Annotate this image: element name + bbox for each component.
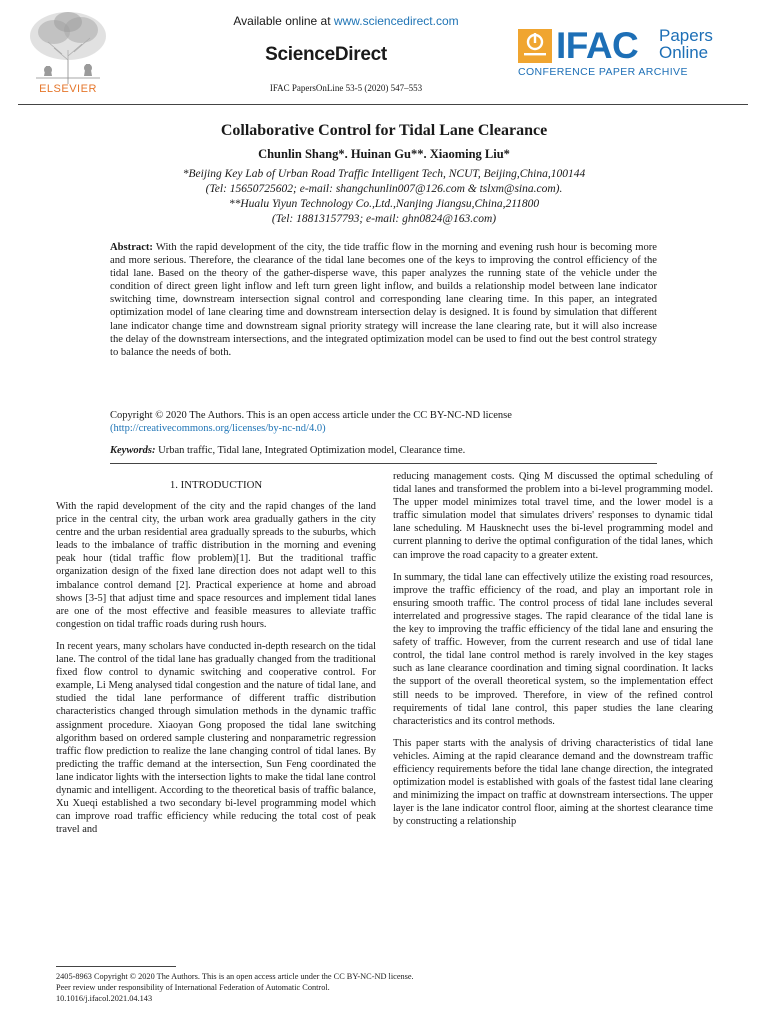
sciencedirect-link[interactable]: www.sciencedirect.com <box>333 14 459 28</box>
ifac-papers-word: Papers <box>659 26 713 45</box>
keywords-label: Keywords: <box>110 445 156 456</box>
sciencedirect-brand: ScienceDirect <box>265 44 387 65</box>
abstract-label: Abstract: <box>110 242 153 253</box>
footer-divider <box>56 966 176 967</box>
header-divider <box>18 104 748 105</box>
ifac-wordmark: IFAC <box>556 25 639 66</box>
right-column <box>393 470 713 837</box>
affiliation-line: **Hualu Yiyun Technology Co.,Ltd.,Nanjing Jiangsu,China,211800 <box>228 198 540 210</box>
abstract-text: With the rapid development of the city, the tide traffic flow in the morning and evening rush hour is becoming more and more serious. Therefore, the clearance of the tidal lane becomes one of the keys to improving the control efficiency of the tidal lane. Based on the theory of the gather-disperse wave, this paper analyzes the running state of the vehicle under the condition of direct green light inflow and left turn green light inflow, and builds a relationship model between lane indicator switching time, downstream intersection signal control and corresponding lane clearing time. In this paper, an integrated optimization model of lane clearing time and downstream intersection delay is designed. It is found by simulation that different lane indicator change time and downstream signal priority strategy will increase the lane clearing rate, but it will also increase the delay of the downstream intersections, and the integrated optimization model can be used to find out the best control strategy to balance the needs of both. <box>110 242 657 358</box>
ifac-tagline: CONFERENCE PAPER ARCHIVE <box>518 66 688 78</box>
copyright-block <box>110 409 657 435</box>
license-link[interactable]: (http://creativecommons.org/licenses/by-nc-nd/4.0) <box>110 423 326 434</box>
abstract-divider <box>110 463 657 464</box>
left-column <box>56 500 376 845</box>
copyright-text: Copyright © 2020 The Authors. This is an open access article under the CC BY-NC-ND license <box>110 410 512 421</box>
elsevier-wordmark: ELSEVIER <box>39 83 97 95</box>
body-paragraph: With the rapid development of the city and the rapid changes of the land price in the central city, the urban work area gradually gathers in the city centre and the urban residential area gradually spreads to the suburbs, which leads to the imbalance of traffic distribution in the morning and evening peak hour (tidal traffic flow problem)[1]. But the traditional traffic organization design of the fixed lane direction does not adapt well to this imbalance control demand [2]. Practical experience at home and abroad shows [3-5] that adjust time and space resources and implement tidal lanes are one of the most effective and feasible measures to alleviate traffic congestion on tidal traffic roads during rush hours. <box>56 501 376 630</box>
footer-doi[interactable]: 10.1016/j.ifacol.2021.04.143 <box>56 994 153 1003</box>
journal-reference: IFAC PapersOnLine 53-5 (2020) 547–553 <box>269 83 423 93</box>
footer-review-line: Peer review under responsibility of International Federation of Automatic Control. <box>56 983 330 992</box>
paper-title: Collaborative Control for Tidal Lane Clearance <box>220 122 548 139</box>
ifac-emblem-icon <box>518 29 552 63</box>
ifac-online-word: Online <box>659 43 709 62</box>
body-paragraph: reducing management costs. Qing M discussed the optimal scheduling of tidal lanes and transformed the problem into a bi-level programming model. The upper model minimizes total travel time, and the lower model is a traffic simulation model that simulates drivers' responses to dynamic tidal lane scheduling. M Hausknecht uses the bi-level programming model and current planning to derive the optimal configuration of the tidal lanes, which can improve the road capacity to a greater extent. <box>393 471 713 561</box>
section-heading: 1. INTRODUCTION <box>169 479 263 491</box>
footer-issn-line: 2405-8963 Copyright © 2020 The Authors. This is an open access article under the CC BY-NC-ND license. <box>56 972 414 981</box>
affiliation-line: (Tel: 18813157793; e-mail: ghn0824@163.com) <box>271 213 497 225</box>
body-paragraph: In recent years, many scholars have conducted in-depth research on the tidal lane. The control of the tidal lane has gradually changed from the traditional fixed flow control to dynamic switching and cooperative control. For example, Li Meng analysed tidal congestion and the nature of tidal lane, and studied the tidal lane performance of different traffic distribution characteristics changed through simulation methods in the dynamic traffic assignment procedure. Xiaoyan Gong proposed the tidal lane switching algorithm based on ordered sample clustering and nonparametric regression traffic flow prediction to realize the lane changing control of tidal lanes. By predicting the traffic demand at the intersection, Sun Feng coordinated the lane indicator lights with the intersection lights to make the tidal lane control dynamic and intelligent. According to the theoretical basis of traffic balance, Xu Xueqi established a two secondary bi-level programming model which can improve road traffic efficiency while reducing the total cost of peak travel and <box>56 640 376 836</box>
available-prefix: Available online at <box>233 14 334 28</box>
affiliation-line: (Tel: 15650725602; e-mail: shangchunlin007@126.com & tslxm@sina.com). <box>205 183 563 195</box>
body-paragraph: In summary, the tidal lane can effectively utilize the existing road resources, improve the traffic efficiency of the road, and play an important role in ensuring smooth traffic. The control process of tidal lane includes several interrelated and progressive stages. The rapid clearance of the tidal lane is the key to improving the traffic efficiency of the tidal lane and ensuring the safety of traffic. However, from the current research and use of tidal lane control, the tidal lane control method is rarely involved in the key stages such as lane clearance coordination and timing signal coordination. It lacks the support of the overall theoretical system, so the implementation effect still needs to be improved. Therefore, in view of the refined control requirements of tidal lane control, this paper studies the lane clearing characteristics and its control methods. <box>393 571 713 727</box>
keywords-text: Urban traffic, Tidal lane, Integrated Optimization model, Clearance time. <box>155 445 466 456</box>
keywords-line <box>110 445 657 456</box>
body-paragraph: This paper starts with the analysis of driving characteristics of tidal lane vehicles. Aiming at the rapid clearance demand and the downstream traffic efficiency requirements before the tidal lane change direction, the integrated optimization model is established with goals of the fastest tidal lane clearing and minimizing the impact on traffic at downstream intersections. The upper layer is the lane indicator control floor, aiming at the shortest clearance time by constructing a relationship <box>393 737 713 828</box>
abstract-block <box>110 241 657 359</box>
paper-authors: Chunlin Shang*. Huinan Gu**. Xiaoming Liu* <box>258 147 510 161</box>
affiliation-line: *Beijing Key Lab of Urban Road Traffic Intelligent Tech, NCUT, Beijing,China,100144 <box>182 168 586 180</box>
